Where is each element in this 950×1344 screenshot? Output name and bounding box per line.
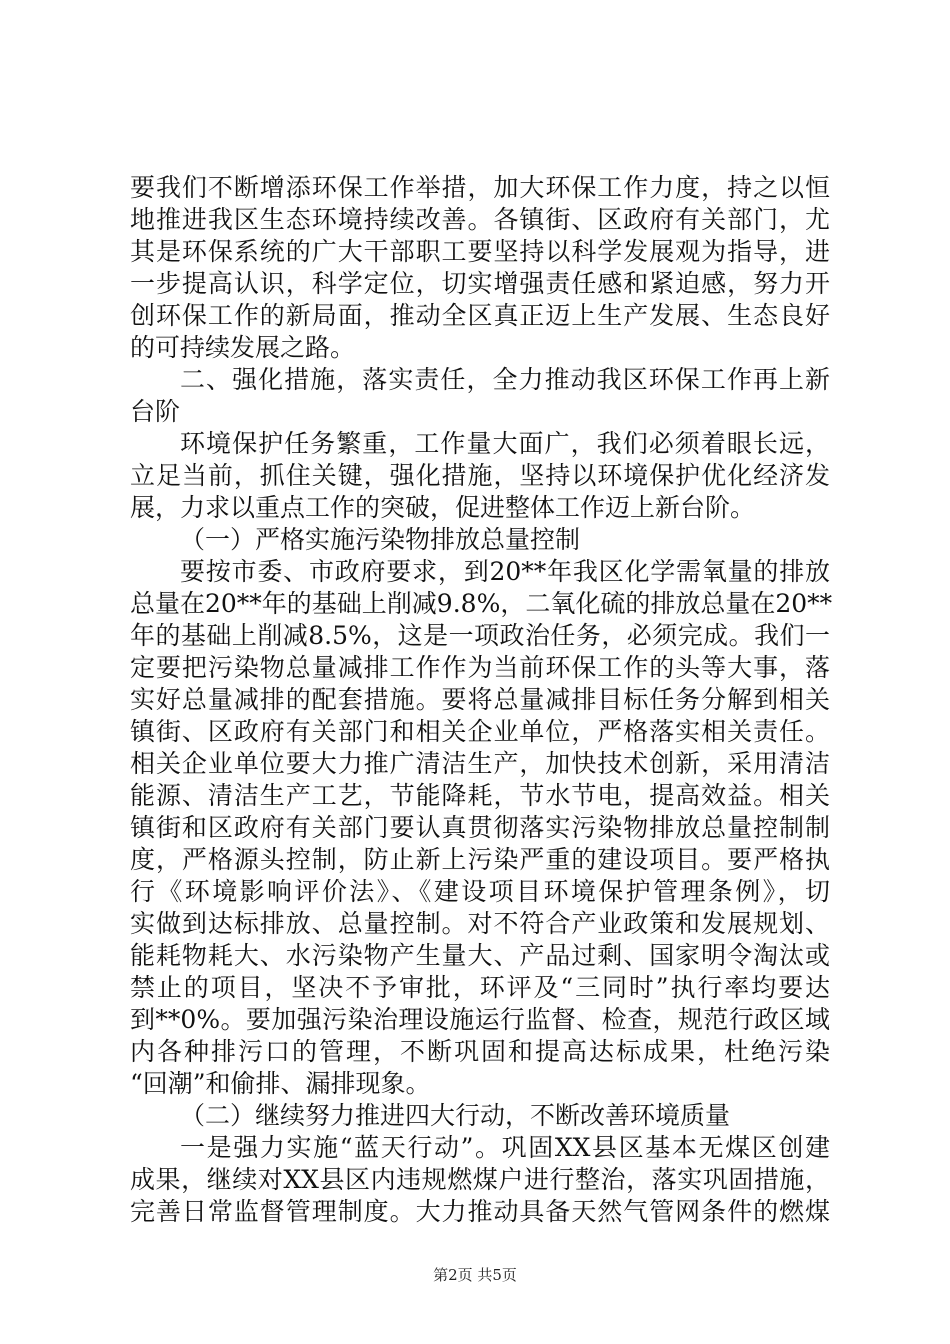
section-heading-continued: 台阶 [130, 397, 181, 426]
subsection-heading: （二）继续努力推进四大行动，不断改善环境质量 [180, 1101, 731, 1130]
text-line: 一步提高认识，科学定位，切实增强责任感和紧迫感，努力开 [130, 269, 830, 298]
text-line: 要按市委、市政府要求，到20**年我区化学需氧量的排放 [180, 557, 830, 586]
text-line: “回潮”和偷排、漏排现象。 [130, 1069, 431, 1098]
text-line: 创环保工作的新局面，推动全区真正迈上生产发展、生态良好 [130, 301, 830, 330]
text-line: 立足当前，抓住关键，强化措施，坚持以环境保护优化经济发 [130, 461, 830, 490]
text-line: 镇街和区政府有关部门要认真贯彻落实污染物排放总量控制制 [130, 813, 830, 842]
text-line: 总量在20**年的基础上削减9.8%，二氧化硫的排放总量在20** [130, 589, 833, 618]
text-line: 定要把污染物总量减排工作作为当前环保工作的头等大事，落 [130, 653, 830, 682]
text-line: 能源、清洁生产工艺，节能降耗，节水节电，提高效益。相关 [130, 781, 830, 810]
text-line: 实好总量减排的配套措施。要将总量减排目标任务分解到相关 [130, 685, 830, 714]
text-line: 内各种排污口的管理，不断巩固和提高达标成果，杜绝污染 [130, 1037, 830, 1066]
section-heading: 二、强化措施，落实责任，全力推动我区环保工作再上新 [180, 365, 830, 394]
text-line: 度，严格源头控制，防止新上污染严重的建设项目。要严格执 [130, 845, 830, 874]
text-line: 禁止的项目，坚决不予审批，环评及“三同时”执行率均要达 [130, 973, 830, 1002]
text-line: 要我们不断增添环保工作举措，加大环保工作力度，持之以恒 [130, 173, 830, 202]
text-line: 其是环保系统的广大干部职工要坚持以科学发展观为指导，进 [130, 237, 830, 266]
text-line: 镇街、区政府有关部门和相关企业单位，严格落实相关责任。 [130, 717, 830, 746]
text-line: 的可持续发展之路。 [130, 333, 356, 362]
text-line: 到**0%。要加强污染治理设施运行监督、检查，规范行政区域 [130, 1005, 830, 1034]
text-line: 年的基础上削减8.5%，这是一项政治任务，必须完成。我们一 [130, 621, 830, 650]
text-line: 环境保护任务繁重，工作量大面广，我们必须着眼长远， [180, 429, 830, 458]
text-line: 能耗物耗大、水污染物产生量大、产品过剩、国家明令淘汰或 [130, 941, 830, 970]
subsection-heading: （一）严格实施污染物排放总量控制 [180, 525, 581, 554]
document-body [130, 172, 833, 1228]
text-line: 成果，继续对XX县区内违规燃煤户进行整治，落实巩固措施， [130, 1165, 830, 1194]
text-line: 完善日常监督管理制度。大力推动具备天然气管网条件的燃煤 [130, 1197, 830, 1226]
text-line: 地推进我区生态环境持续改善。各镇街、区政府有关部门，尤 [130, 205, 830, 234]
text-line: 展，力求以重点工作的突破，促进整体工作迈上新台阶。 [130, 493, 756, 522]
text-line: 一是强力实施“蓝天行动”。巩固XX县区基本无煤区创建 [180, 1133, 830, 1162]
page-number-footer: 第2页 共5页 [433, 1266, 517, 1284]
text-line: 实做到达标排放、总量控制。对不符合产业政策和发展规划、 [130, 909, 830, 938]
text-line: 行《环境影响评价法》、《建设项目环境保护管理条例》，切 [130, 877, 830, 906]
text-line: 相关企业单位要大力推广清洁生产，加快技术创新，采用清洁 [130, 749, 830, 778]
